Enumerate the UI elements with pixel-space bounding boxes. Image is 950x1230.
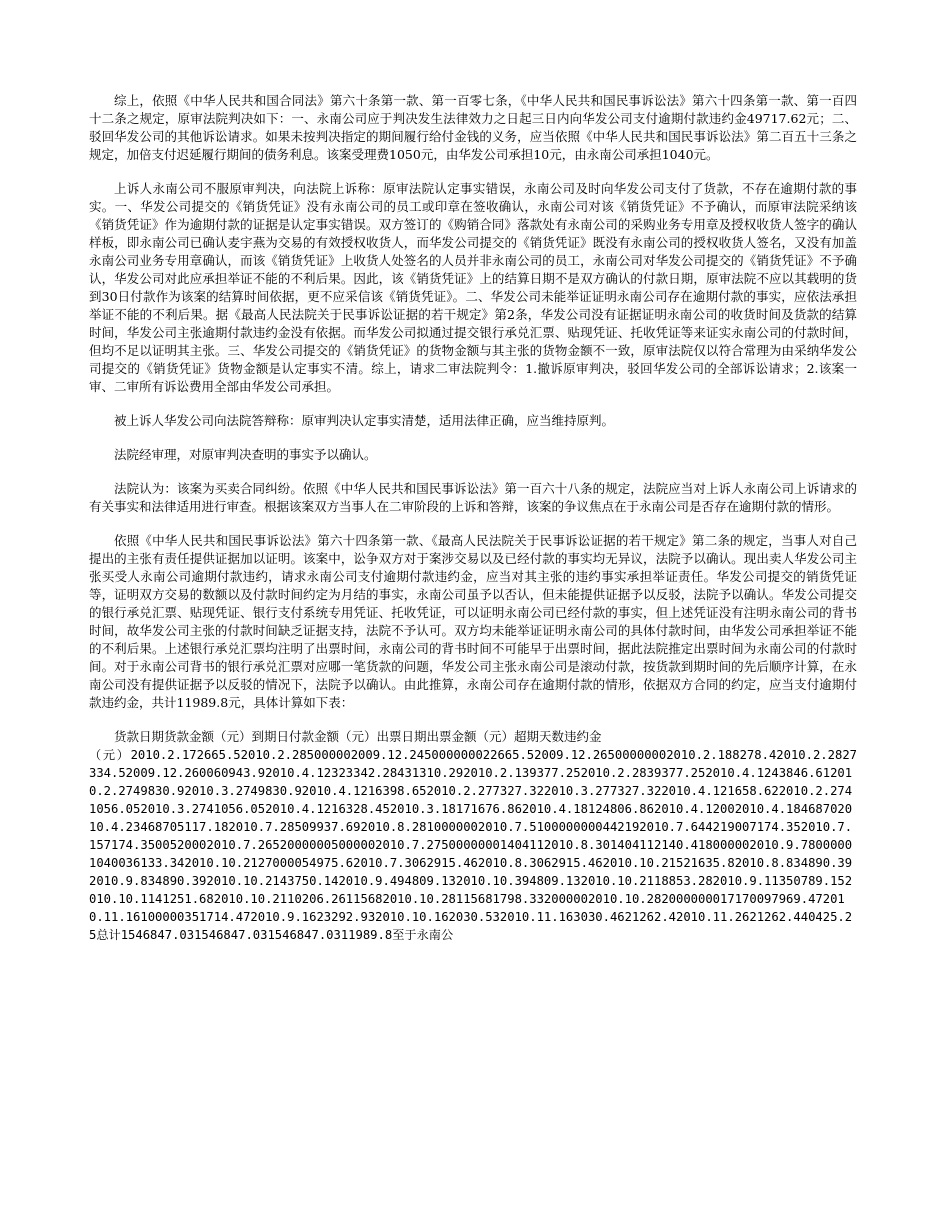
paragraph-original-judgment: 综上，依照《中华人民共和国合同法》第六十条第一款、第一百零七条，《中华人民共和国民事诉讼法》第六十四条第一款、第一百四十二条之规定，原审法院判决如下：一、永南公司应于判决发生法律效力之日起三日内向华发公司支付逾期付款违约金49717.62元；二、驳回华发公司的其他诉讼请求。如果未按判决指定的期间履行给付金钱的义务，应当依照《中华人民共和国民事诉讼法》第二百五十三条之规定，加倍支付迟延履行期间的债务利息。该案受理费1050元，由华发公司承担10元，由永南公司承担1040元。 [89, 93, 857, 162]
paragraph-court-opinion: 法院认为：该案为买卖合同纠纷。依照《中华人民共和国民事诉讼法》第一百六十八条的规定，法院应当对上诉人永南公司上诉请求的有关事实和法律适用进行审查。根据该案双方当事人在二审阶段的上诉和答辩，该案的争议焦点在于永南公司是否存在逾期付款的情形。 [89, 481, 857, 514]
paragraph-facts-confirmed: 法院经审理，对原审判决查明的事实予以确认。 [114, 447, 377, 462]
calculation-table-data: （元）2010.2.172665.52010.2.28500000​2009.12.24500000​0022665.52009.12.2650000000​2010.2.188278.42010.2.2827334.52009.12.2600​60943.92010.4.12323342.2843131​0.292010.2.139377.252010.2.2839377.252010.4.1243846.612010.2.2749830.92010.3.2749830.92010.4.1216398.652010.2.277327.322010.3.277327.322010.4.121658.622010.2.2741056.052010.3.2741056.052010.4.1216328.452010.3.18171676.862010.4.18124806.862010.4.12002010.4.18468702010.4.23468705117.182010.7.28509937.692010.8.281000000​2010.7.510000000​0442192010.7.644219007174.352010.7.157174.3500520002010.7.2652000000​5000002010.7.2750000000​1404112010.8.301404112140.41800000​2010.9.7800000​1040036133.342010.10.2127000054975.62010.7.3062915.462010.8.3062915.462010.10.21521635.82010.8.834890.392010.9.834890.392010.10.2143750.142010.9.494809.132010.10.394809.132010.10.2118853.282010.9.11350789.152010.10.1141251.682010.10.2110206.26115682010.10.28115681798.332000002010.10.2820000000​17170097969.472010.11.1610000035​1714.472010.9.1623292.932010.10.162030.532010.11.163030.4621262.42010.11.2621262.440425.25总计1546847.031546847.031546847.0311989.8至于永南公 [89, 748, 857, 942]
paragraph-appellee-response: 被上诉人华发公司向法院答辩称：原审判决认定事实清楚，适用法律正确，应当维持原判。 [114, 413, 615, 428]
judgment-document [89, 92, 857, 944]
calculation-table-header: 货款日期货款金额（元）到期日付款金额（元）出票日期出票金额（元）超期天数违约金 [114, 729, 602, 744]
paragraph-appellant-claims: 上诉人永南公司不服原审判决，向法院上诉称：原审法院认定事实错误，永南公司及时向华发公司支付了货款，不存在逾期付款的事实。一、华发公司提交的《销货凭证》没有永南公司的员工或印章在签收确认，永南公司对该《销货凭证》不予确认，而原审法院采纳该《销货凭证》作为逾期付款的证据是认定事实错误。双方签订的《购销合同》落款处有永南公司的采购业务专用章及授权收货人签字的确认样板，即永南公司已确认麦宇燕为交易的有效授权收货人，而华发公司提交的《销货凭证》既没有永南公司的授权收货人签名，又没有加盖永南公司业务专用章确认，而该《销货凭证》上收货人处签名的人员并非永南公司的员工，永南公司对华发公司提交的《销货凭证》不予确认，华发公司对此应承担举证不能的不利后果。因此，该《销货凭证》上的结算日期不是双方确认的付款日期，原审法院不应以其载明的货到30日付款作为该案的结算时间依据，更不应采信该《销货凭证》。二、华发公司未能举证证明永南公司存在逾期付款的事实，应依法承担举证不能的不利后果。据《最高人民法院关于民事诉讼证据的若干规定》第2条，华发公司没有证据证明永南公司的收货时间及货款的结算时间，华发公司主张逾期付款违约金没有依据。而华发公司拟通过提交银行承兑汇票、贴现凭证、托收凭证等来证实永南公司的付款时间，但均不足以证明其主张。三、华发公司提交的《销货凭证》的货物金额与其主张的货物金额不一致，原审法院仅以符合常理为由采纳华发公司提交的《销货凭证》货物金额是认定事实不清。综上，请求二审法院判令：1.撤诉原审判决，驳回华发公司的全部诉讼请求；2.该案一审、二审所有诉讼费用全部由华发公司承担。 [89, 181, 857, 394]
paragraph-legal-analysis: 依照《中华人民共和国民事诉讼法》第六十四条第一款、《最高人民法院关于民事诉讼证据的若干规定》第二条的规定，当事人对自己提出的主张有责任提供证据加以证明。该案中，讼争双方对于案涉交易以及已经付款的事实均无异议，法院予以确认。现出卖人华发公司主张买受人永南公司逾期付款违约，请求永南公司支付逾期付款违约金，应当对其主张的违约事实承担举证责任。华发公司提交的销货凭证等，证明双方交易的数额以及付款时间约定为月结的事实，永南公司虽予以否认，但未能提供证据予以反驳，法院予以确认。华发公司提交的银行承兑汇票、贴现凭证、银行支付系统专用凭证、托收凭证，可以证明永南公司已经付款的事实，但上述凭证没有注明永南公司的背书时间，故华发公司主张的付款时间缺乏证据支持，法院不予认可。双方均未能举证证明永南公司的具体付款时间，由华发公司承担举证不能的不利后果。上述银行承兑汇票均注明了出票时间，永南公司的背书时间不可能早于出票时间，据此法院推定出票时间为永南公司的付款时间。对于永南公司背书的银行承兑汇票对应哪一笔货款的问题，华发公司主张永南公司是滚动付款，按货款到期时间的先后顺序计算，在永南公司没有提供证据予以反驳的情况下，法院予以确认。由此推算，永南公司存在逾期付款的情形，依据双方合同的约定，应当支付逾期付款违约金，共计11989.8元，具体计算如下表： [89, 533, 857, 710]
